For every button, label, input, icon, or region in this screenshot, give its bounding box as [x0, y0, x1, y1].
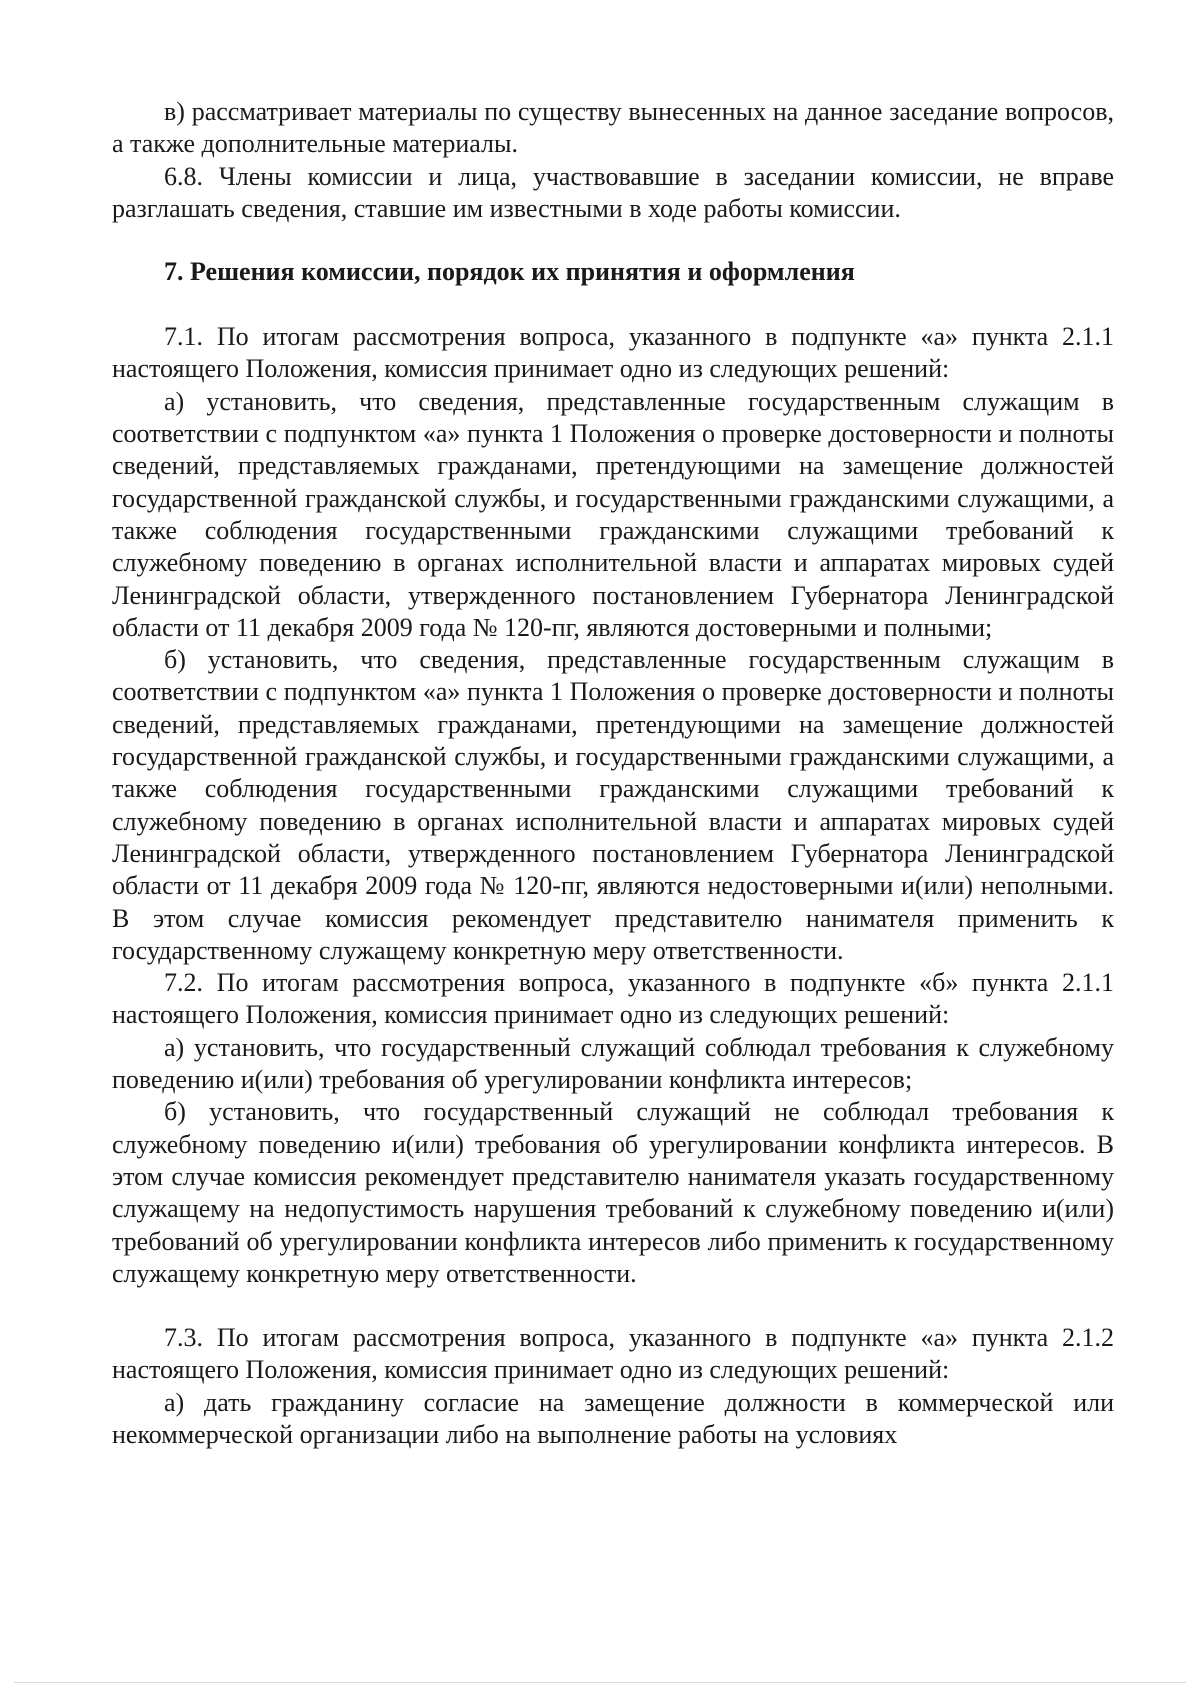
- document-page: [112, 96, 1114, 1451]
- paragraph-7-1-a: а) установить, что сведения, представленные государственным служащим в соответствии с подпунктом «а» пункта 1 Положения о проверке достоверности и полноты сведений, представляемых гражданами, претендующими на замещение должностей государственной гражданской службы, и государственными гражданскими служащими, а также соблюдения государственными гражданскими служащими требований к служебному поведению в органах исполнительной власти и аппаратах мировых судей Ленинградской области, утвержденного постановлением Губернатора Ленинградской области от 11 декабря 2009 года № 120-пг, являются достоверными и полными;: [112, 386, 1114, 642]
- paragraph-7-1-b: б) установить, что сведения, представленные государственным служащим в соответствии с подпунктом «а» пункта 1 Положения о проверке достоверности и полноты сведений, представляемых гражданами, претендующими на замещение должностей государственной гражданской службы, и государственными гражданскими служащими, а также соблюдения государственными гражданскими служащими требований к служебному поведению в органах исполнительной власти и аппаратах мировых судей Ленинградской области, утвержденного постановлением Губернатора Ленинградской области от 11 декабря 2009 года № 120-пг, являются недостоверными и(или) неполными. В этом случае комиссия рекомендует представителю нанимателя применить к государственному служащему конкретную меру ответственности.: [112, 645, 1114, 965]
- section-heading-7: 7. Решения комиссии, порядок их принятия и оформления: [164, 257, 855, 287]
- paragraph-6-7-v: в) рассматривает материалы по существу вынесенных на данное заседание вопросов, а также дополнительные материалы.: [112, 97, 1114, 159]
- paragraph-7-2-a: а) установить, что государственный служащий соблюдал требования к служебному поведению и(или) требования об урегулировании конфликта интересов;: [112, 1032, 1114, 1095]
- paragraph-6-8: 6.8. Члены комиссии и лица, участвовавшие в заседании комиссии, не вправе разглашать сведения, ставшие им известными в ходе работы комиссии.: [112, 161, 1114, 223]
- paragraph-7-1: 7.1. По итогам рассмотрения вопроса, указанного в подпункте «а» пункта 2.1.1 настоящего Положения, комиссия принимает одно из следующих решений:: [112, 322, 1114, 384]
- paragraph-7-2-b: б) установить, что государственный служащий не соблюдал требования к служебному поведению и(или) требования об урегулировании конфликта интересов. В этом случае комиссия рекомендует представителю нанимателя указать государственному служащему на недопустимость нарушения требований к служебному поведению и(или) требований об урегулировании конфликта интересов либо применить к государственному служащему конкретную меру ответственности.: [112, 1097, 1114, 1288]
- page-bottom-edge: [14, 1682, 1186, 1683]
- paragraph-7-3-a: а) дать гражданину согласие на замещение должности в коммерческой или некоммерческой организации либо на выполнение работы на условиях: [112, 1387, 1114, 1449]
- paragraph-7-2: 7.2. По итогам рассмотрения вопроса, указанного в подпункте «б» пункта 2.1.1 настоящего Положения, комиссия принимает одно из следующих решений:: [112, 968, 1114, 1030]
- paragraph-7-3: 7.3. По итогам рассмотрения вопроса, указанного в подпункте «а» пункта 2.1.2 настоящего Положения, комиссия принимает одно из следующих решений:: [112, 1323, 1114, 1385]
